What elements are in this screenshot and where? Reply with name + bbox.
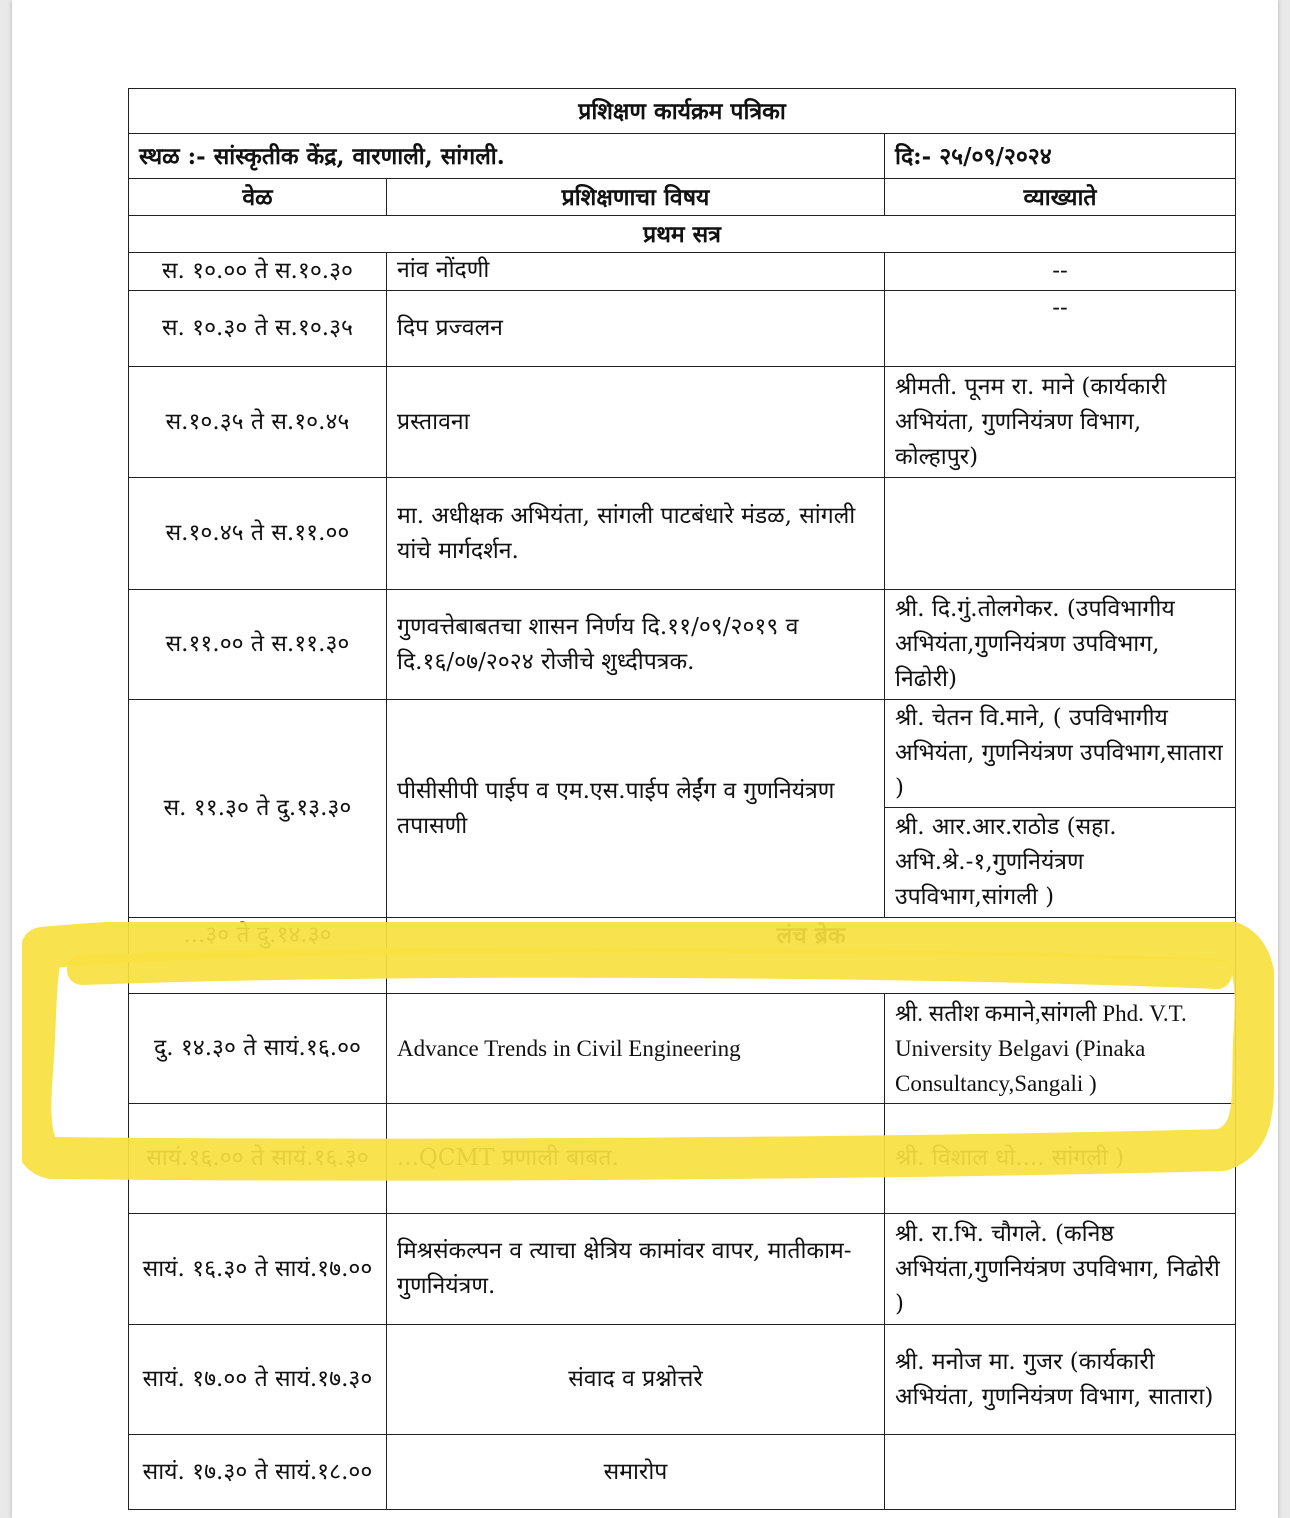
row-speaker	[885, 1435, 1236, 1510]
row-topic: समारोप	[387, 1435, 885, 1510]
table-row	[129, 478, 1236, 590]
table-row	[129, 367, 1236, 478]
program-table	[128, 88, 1236, 1510]
row-speaker: --	[885, 291, 1236, 367]
table-row	[129, 291, 1236, 367]
row-speaker: श्री. सतीश कमाने,सांगली Phd. V.T. University Belgavi (Pinaka Consultancy,Sangali )	[885, 994, 1236, 1104]
session-row	[129, 216, 1236, 253]
table-row	[129, 1214, 1236, 1325]
row-time: सायं. १७.३० ते सायं.१८.००	[129, 1435, 387, 1510]
row-topic: पीसीसीपी पाईप व एम.एस.पाईप लेईंग व गुणनियंत्रण तपासणी	[387, 700, 885, 918]
row-time: सायं. १७.०० ते सायं.१७.३०	[129, 1325, 387, 1435]
row-time: ...३० ते दु.१४.३०	[129, 918, 387, 994]
row-topic: संवाद व प्रश्नोत्तरे	[387, 1325, 885, 1435]
venue-row	[129, 134, 1236, 179]
table-row	[129, 918, 1236, 994]
column-header-speaker: व्याख्याते	[885, 179, 1236, 216]
title-row	[129, 89, 1236, 134]
row-speaker: श्री. विशाल धो.... सांगली )	[885, 1104, 1236, 1214]
column-header-time: वेळ	[129, 179, 387, 216]
row-speaker: श्री. मनोज मा. गुजर (कार्यकारी अभियंता, गुणनियंत्रण विभाग, सातारा)	[885, 1325, 1236, 1435]
document-title: प्रशिक्षण कार्यक्रम पत्रिका	[129, 89, 1236, 134]
row-time: स.१०.३५ ते स.१०.४५	[129, 367, 387, 478]
row-topic: दिप प्रज्वलन	[387, 291, 885, 367]
row-speaker: श्री. चेतन वि.माने, ( उपविभागीय अभियंता, गुणनियंत्रण उपविभाग,सातारा )	[885, 700, 1236, 808]
row-time: सायं. १६.३० ते सायं.१७.००	[129, 1214, 387, 1325]
row-time: स. १०.३० ते स.१०.३५	[129, 291, 387, 367]
row-topic: Advance Trends in Civil Engineering	[387, 994, 885, 1104]
row-speaker: श्री. आर.आर.राठोड (सहा. अभि.श्रे.-१,गुणनियंत्रण उपविभाग,सांगली )	[885, 808, 1236, 918]
row-time: स. ११.३० ते दु.१३.३०	[129, 700, 387, 918]
column-header-topic: प्रशिक्षणाचा विषय	[387, 179, 885, 216]
table-row	[129, 994, 1236, 1104]
table-row	[129, 1104, 1236, 1214]
row-time: स.१०.४५ ते स.११.००	[129, 478, 387, 590]
row-topic: नांव नोंदणी	[387, 253, 885, 291]
row-topic: प्रस्तावना	[387, 367, 885, 478]
table-row	[129, 253, 1236, 291]
row-time: दु. १४.३० ते सायं.१६.००	[129, 994, 387, 1104]
row-speaker	[885, 478, 1236, 590]
row-speaker: --	[885, 253, 1236, 291]
table-row	[129, 1435, 1236, 1510]
column-header-row	[129, 179, 1236, 216]
row-speaker: श्री. दि.गुं.तोलगेकर. (उपविभागीय अभियंता,गुणनियंत्रण उपविभाग, निढोरी)	[885, 590, 1236, 700]
table-row	[129, 1325, 1236, 1435]
row-topic: ...QCMT प्रणाली बाबत.	[387, 1104, 885, 1214]
row-time: सायं.१६.०० ते सायं.१६.३०	[129, 1104, 387, 1214]
row-time: स.११.०० ते स.११.३०	[129, 590, 387, 700]
row-time: स. १०.०० ते स.१०.३०	[129, 253, 387, 291]
lunch-break-label: लंच ब्रेक	[387, 918, 1236, 994]
row-topic: मा. अधीक्षक अभियंता, सांगली पाटबंधारे मंडळ, सांगली यांचे मार्गदर्शन.	[387, 478, 885, 590]
row-topic: गुणवत्तेबाबतचा शासन निर्णय दि.११/०९/२०१९ व दि.१६/०७/२०२४ रोजीचे शुध्दीपत्रक.	[387, 590, 885, 700]
row-speaker: श्री. रा.भि. चौगले. (कनिष्ठ अभियंता,गुणनियंत्रण उपविभाग, निढोरी )	[885, 1214, 1236, 1325]
row-speaker: श्रीमती. पूनम रा. माने (कार्यकारी अभियंता, गुणनियंत्रण विभाग, कोल्हापुर)	[885, 367, 1236, 478]
document-page	[12, 0, 1278, 1518]
venue: स्थळ :- सांस्कृतीक केंद्र, वारणाली, सांगली.	[129, 134, 885, 179]
table-row	[129, 700, 1236, 808]
date: दि:- २५/०९/२०२४	[885, 134, 1236, 179]
row-topic: मिश्रसंकल्पन व त्याचा क्षेत्रिय कामांवर वापर, मातीकाम-गुणनियंत्रण.	[387, 1214, 885, 1325]
session-label: प्रथम सत्र	[129, 216, 1236, 253]
table-row	[129, 590, 1236, 700]
